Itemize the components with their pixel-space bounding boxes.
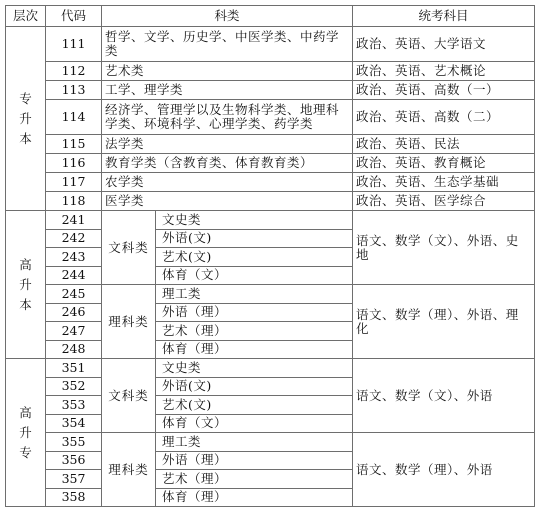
code-cell: 113: [46, 81, 102, 100]
group-cell: 理科类: [102, 285, 156, 359]
table-row: [6, 81, 535, 100]
code-cell: 351: [46, 359, 102, 378]
level-label: 专升本: [19, 90, 32, 146]
code-cell: 354: [46, 414, 102, 433]
table-row: [6, 285, 535, 304]
subcategory-cell: 艺术（理）: [156, 470, 353, 489]
category-cell: 医学类: [102, 192, 353, 211]
code-cell: 116: [46, 154, 102, 173]
code-cell: 355: [46, 433, 102, 452]
subcategory-cell: 艺术(文): [156, 396, 353, 415]
code-cell: 357: [46, 470, 102, 489]
level-cell-gsb: [6, 211, 46, 359]
subcategory-cell: 理工类: [156, 285, 353, 304]
exam-cell: 政治、英语、医学综合: [353, 192, 535, 211]
table-row: [6, 62, 535, 81]
code-cell: 111: [46, 27, 102, 62]
category-cell: 工学、理学类: [102, 81, 353, 100]
subcategory-cell: 艺术（理）: [156, 322, 353, 341]
category-cell: 哲学、文学、历史学、中医学类、中药学类: [102, 27, 353, 62]
level-cell-gsz: [6, 359, 46, 507]
subcategory-cell: 外语（理）: [156, 303, 353, 322]
code-cell: 118: [46, 192, 102, 211]
level-label: 高升专: [19, 404, 32, 460]
code-cell: 241: [46, 211, 102, 230]
code-cell: 248: [46, 340, 102, 359]
code-cell: 243: [46, 248, 102, 267]
code-cell: 358: [46, 488, 102, 507]
exam-subjects-table: [5, 5, 535, 507]
code-cell: 246: [46, 303, 102, 322]
subcategory-cell: 外语(文): [156, 229, 353, 248]
code-cell: 247: [46, 322, 102, 341]
table-row: [6, 154, 535, 173]
exam-cell: 语文、数学（理）、外语、理化: [353, 285, 535, 359]
header-exam: 统考科目: [353, 6, 535, 27]
subcategory-cell: 体育（文）: [156, 266, 353, 285]
subcategory-cell: 理工类: [156, 433, 353, 452]
table-row: [6, 100, 535, 135]
exam-cell: 政治、英语、民法: [353, 135, 535, 154]
table-row: [6, 211, 535, 230]
table-row: [6, 359, 535, 378]
exam-cell: 政治、英语、教育概论: [353, 154, 535, 173]
table-row: [6, 433, 535, 452]
code-cell: 242: [46, 229, 102, 248]
table-row: [6, 27, 535, 62]
category-cell: 艺术类: [102, 62, 353, 81]
exam-cell: 语文、数学（理）、外语: [353, 433, 535, 507]
code-cell: 112: [46, 62, 102, 81]
table-row: [6, 173, 535, 192]
subcategory-cell: 体育（理）: [156, 488, 353, 507]
group-cell: 文科类: [102, 359, 156, 433]
code-cell: 117: [46, 173, 102, 192]
subcategory-cell: 外语（理）: [156, 451, 353, 470]
code-cell: 114: [46, 100, 102, 135]
exam-cell: 政治、英语、艺术概论: [353, 62, 535, 81]
exam-cell: 政治、英语、高数（二）: [353, 100, 535, 135]
exam-cell: 语文、数学（文）、外语、史地: [353, 211, 535, 285]
table-row: [6, 135, 535, 154]
header-level: 层次: [6, 6, 46, 27]
header-row: [6, 6, 535, 27]
subcategory-cell: 外语(文): [156, 377, 353, 396]
subcategory-cell: 文史类: [156, 211, 353, 230]
subcategory-cell: 文史类: [156, 359, 353, 378]
subcategory-cell: 体育（理）: [156, 340, 353, 359]
code-cell: 244: [46, 266, 102, 285]
exam-cell: 语文、数学（文）、外语: [353, 359, 535, 433]
header-category: 科类: [102, 6, 353, 27]
level-label: 高升本: [19, 256, 32, 312]
group-cell: 文科类: [102, 211, 156, 285]
code-cell: 353: [46, 396, 102, 415]
group-cell: 理科类: [102, 433, 156, 507]
code-cell: 245: [46, 285, 102, 304]
exam-cell: 政治、英语、生态学基础: [353, 173, 535, 192]
category-cell: 法学类: [102, 135, 353, 154]
header-code: 代码: [46, 6, 102, 27]
subcategory-cell: 体育（文）: [156, 414, 353, 433]
code-cell: 352: [46, 377, 102, 396]
table-row: [6, 192, 535, 211]
code-cell: 115: [46, 135, 102, 154]
subcategory-cell: 艺术(文): [156, 248, 353, 267]
exam-cell: 政治、英语、大学语文: [353, 27, 535, 62]
code-cell: 356: [46, 451, 102, 470]
level-cell-zsb: [6, 27, 46, 211]
exam-cell: 政治、英语、高数（一）: [353, 81, 535, 100]
category-cell: 教育学类（含教育类、体育教育类）: [102, 154, 353, 173]
category-cell: 农学类: [102, 173, 353, 192]
category-cell: 经济学、管理学以及生物科学类、地理科学类、环境科学、心理学类、药学类: [102, 100, 353, 135]
